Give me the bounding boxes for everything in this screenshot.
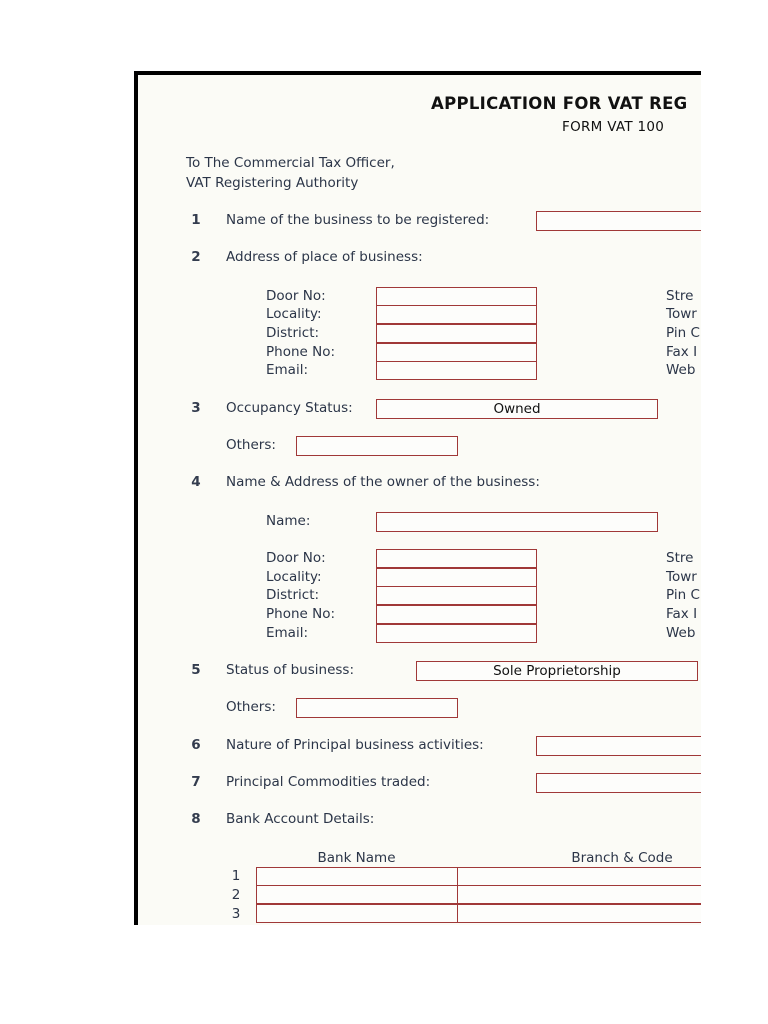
form-code: FORM VAT 100 <box>562 119 665 135</box>
branch-code-cell[interactable] <box>457 904 701 923</box>
occupancy-status-label: Occupancy Status: <box>226 400 353 416</box>
bank-name-cell[interactable] <box>256 867 458 886</box>
form-title: APPLICATION FOR VAT REG <box>431 94 688 113</box>
street-label: Stre <box>666 288 694 304</box>
owner-door-no-input[interactable] <box>376 549 537 568</box>
bank-name-cell[interactable] <box>256 885 458 904</box>
commodities-input[interactable] <box>536 773 701 793</box>
commodities-label: Principal Commodities traded: <box>226 774 431 790</box>
business-status-label: Status of business: <box>226 662 354 678</box>
occupancy-others-label: Others: <box>226 437 276 453</box>
section-number: 6 <box>191 737 201 753</box>
section-number: 3 <box>191 400 201 416</box>
locality-label: Locality: <box>266 306 322 322</box>
bank-details-label: Bank Account Details: <box>226 811 375 827</box>
owner-phone-no-label: Phone No: <box>266 606 336 622</box>
owner-name-input[interactable] <box>376 512 658 532</box>
phone-no-label: Phone No: <box>266 344 336 360</box>
business-status-select[interactable]: Sole Proprietorship <box>416 661 698 681</box>
bank-name-header: Bank Name <box>317 850 396 866</box>
business-name-label: Name of the business to be registered: <box>226 212 490 228</box>
business-address-label: Address of place of business: <box>226 249 423 265</box>
owner-email-label: Email: <box>266 625 309 641</box>
district-input[interactable] <box>376 324 537 343</box>
section-number: 8 <box>191 811 201 827</box>
branch-code-cell[interactable] <box>457 867 701 886</box>
section-number: 7 <box>191 774 201 790</box>
door-no-label: Door No: <box>266 288 326 304</box>
occupancy-others-input[interactable] <box>296 436 458 456</box>
addressee-line-2: VAT Registering Authority <box>186 175 359 191</box>
section-number: 5 <box>191 662 201 678</box>
owner-district-label: District: <box>266 587 320 603</box>
business-status-others-label: Others: <box>226 699 276 715</box>
form-page <box>134 71 701 925</box>
website-label: Web <box>666 362 696 378</box>
owner-fax-label: Fax I <box>666 606 698 622</box>
section-number: 1 <box>191 212 201 228</box>
business-activities-input[interactable] <box>536 736 701 756</box>
door-no-input[interactable] <box>376 287 537 306</box>
owner-pin-code-label: Pin C <box>666 587 700 603</box>
section-number: 2 <box>191 249 201 265</box>
town-label: Towr <box>666 306 697 322</box>
district-label: District: <box>266 325 320 341</box>
table-row-number: 1 <box>231 868 241 884</box>
phone-no-input[interactable] <box>376 343 537 362</box>
email-label: Email: <box>266 362 309 378</box>
branch-code-header: Branch & Code <box>571 850 673 866</box>
pin-code-label: Pin C <box>666 325 700 341</box>
business-status-others-input[interactable] <box>296 698 458 718</box>
fax-label: Fax I <box>666 344 698 360</box>
section-number: 4 <box>191 474 201 490</box>
locality-input[interactable] <box>376 305 537 324</box>
business-activities-label: Nature of Principal business activities: <box>226 737 484 753</box>
owner-details-label: Name & Address of the owner of the business: <box>226 474 540 490</box>
owner-door-no-label: Door No: <box>266 550 326 566</box>
owner-email-input[interactable] <box>376 624 537 643</box>
owner-phone-no-input[interactable] <box>376 605 537 624</box>
addressee-line-1: To The Commercial Tax Officer, <box>186 155 395 171</box>
owner-locality-label: Locality: <box>266 569 322 585</box>
occupancy-status-select[interactable]: Owned <box>376 399 658 419</box>
business-name-input[interactable] <box>536 211 701 231</box>
owner-street-label: Stre <box>666 550 694 566</box>
table-row-number: 3 <box>231 906 241 922</box>
branch-code-cell[interactable] <box>457 885 701 904</box>
bank-name-cell[interactable] <box>256 904 458 923</box>
owner-locality-input[interactable] <box>376 568 537 587</box>
table-row-number: 2 <box>231 887 241 903</box>
owner-website-label: Web <box>666 625 696 641</box>
owner-district-input[interactable] <box>376 586 537 605</box>
owner-name-label: Name: <box>266 513 311 529</box>
owner-town-label: Towr <box>666 569 697 585</box>
email-input[interactable] <box>376 361 537 380</box>
